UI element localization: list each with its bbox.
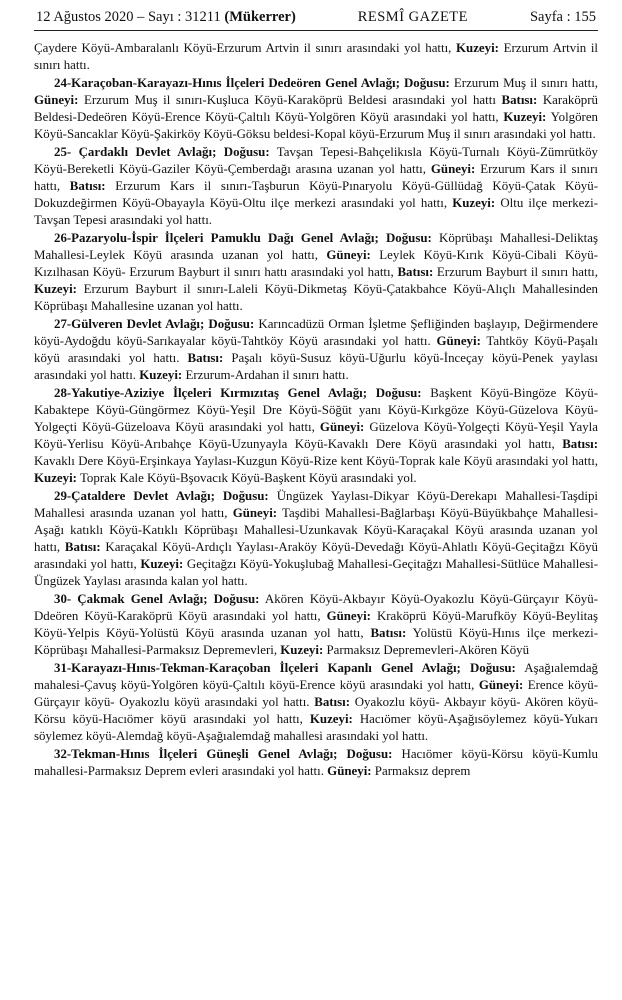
paragraph (34, 316, 598, 384)
bold-label: Güneyi: (34, 93, 79, 107)
bold-label: Kuzeyi: (34, 471, 77, 485)
paragraph (34, 591, 598, 659)
paragraph (34, 40, 598, 74)
issue-date-number: 12 Ağustos 2020 – Sayı : 31211 (36, 9, 225, 25)
bold-label: Batısı: (397, 265, 434, 279)
text-run: Hacıömer köyü-Aşağısöylemez köyü-Yukarı söylemez köyü-Alemdağ köyü-Aşağıalemdağ mahallesi arasındaki yol hattı. (34, 712, 598, 743)
bold-label: Kuzeyi: (309, 712, 353, 726)
text-run: Taşdibi Mahallesi-Bağlarbaşı Köyü-Büyükbahçe Mahallesi-Aşağı katıklı Köyü-Katıklı Köprübaşı Mahallesi-Uzunkavak Köyü-Karaçakal Köyü arasında uzanan yol hattı, (34, 506, 599, 554)
bold-label: 28-Yakutiye-Aziziye İlçeleri Kırmızıtaş Genel Avlağı; Doğusu: (54, 386, 422, 400)
text-run: Leylek Köyü-Kırık Köyü-Cibali Köyü-Kızılhasan Köyü- Erzurum Bayburt il sınırı hattı arasındaki yol hattı, (34, 248, 598, 279)
text-run: Başkent Köyü-Bingöze Köyü- Kabaktepe Köyü-Güngörmez Köyü-Yeşil Dre Köyü-Söğüt yanı Köyü-Kırkgöze Köyü-Güzelova Köyü-Yolgeçti Köyü-Güzeloava Köyü arasındaki yol hattı, (34, 386, 598, 434)
paragraph (34, 660, 598, 745)
text-run: Tahtköy Köyü-Paşalı köyü arasındaki yol hattı. (34, 334, 598, 365)
page-number: Sayfa : 155 (529, 9, 596, 25)
text-run: Oyakozlu köyü- Akbayır köyü- Akören köyü-Körsu köyü-Hacıömer köyü arasındaki yol hattı, (34, 695, 599, 726)
document-body (34, 40, 598, 780)
text-run: Çaydere Köyü-Ambaralanlı Köyü-Erzurum Artvin il sınırı arasındaki yol hattı, (34, 41, 456, 55)
bold-label: Kuzeyi: (452, 196, 496, 210)
bold-label: Kuzeyi: (139, 368, 183, 382)
bold-label: Güneyi: (326, 248, 371, 262)
issue-info (36, 8, 296, 27)
bold-label: 24-Karaçoban-Karayazı-Hınıs İlçeleri Dedeören Genel Avlağı; Doğusu: (54, 76, 450, 90)
bold-label: Kuzeyi: (456, 41, 499, 55)
bold-label: Batısı: (64, 540, 101, 554)
bold-label: 25- Çardaklı Devlet Avlağı; Doğusu: (54, 145, 270, 159)
text-run: Yolgören Köyü-Sancaklar Köyü-Şakirköy Köyü-Göksu beldesi-Kopal köyü-Erzurum Muş il sınırı arasındaki yol hattı. (34, 110, 598, 141)
bold-label: Batısı: (314, 695, 351, 709)
bold-label: Güneyi: (319, 420, 365, 434)
bold-label: Güneyi: (232, 506, 278, 520)
text-run: Aşağıalemdağ mahalesi-Çavuş köyü-Yolgören köyü-Çaltılı köyü-Erence köyü arasındaki yol hattı, (34, 661, 599, 692)
bold-label: Güneyi: (327, 764, 372, 778)
paragraph (34, 230, 598, 315)
paragraph (34, 746, 598, 780)
page-header (34, 8, 598, 31)
text-run: Köprübaşı Mahallesi-Deliktaş Mahallesi-Leylek Köyü arasında uzanan yol hattı, (34, 231, 598, 262)
bold-label: 32-Tekman-Hınıs İlçeleri Güneşli Genel Avlağı; Doğusu: (54, 747, 393, 761)
text-run: Geçitağzı Köyü-Yokuşlubağ Mahallesi-Geçitağzı Mahallesi-Sütlüce Mahallesi-Üngüzek Yaylası arasında kalan yol hattı. (34, 557, 598, 588)
text-run: Paşalı köyü-Susuz köyü-Uğurlu köyü-İnceçay köyü-Penek yaylası arasındaki yol hattı. (34, 351, 598, 382)
text-run: Karaçakal Köyü-Ardıçlı Yaylası-Araköy Köyü-Devedağı Köyü-Ahlatlı Köyü-Geçitağzı Köyü arasındaki yol hattı, (34, 540, 598, 571)
text-run: Erzurum Bayburt il sınırı-Laleli Köyü-Dikmetaş Köyü-Çatakbahce Köyü-Alıçlı Mahallesinden Köprübaşı Mahallesine uzanan yol hattı. (34, 282, 598, 313)
text-run: Karıncadüzü Orman İşletme Şefliğinden başlayıp, Değirmendere köyü-Aydoğdu köyü-Sarıkayalar köyü-Tahtköy Köyü arasındaki yol hattı. (34, 317, 598, 348)
text-run: Erzurum Artvin il sınırı hattı. (34, 41, 598, 72)
text-run: Erzurum Kars il sınırı hattı, (34, 162, 598, 193)
bold-label: Batısı: (562, 437, 598, 451)
text-run: Akören Köyü-Akbayır Köyü-Oyakozlu Köyü-Gürçayır Köyü-Ddeören Köyü-Karaköprü Köyü arasındaki yol hattı, (34, 592, 598, 623)
bold-label: 29-Çataldere Devlet Avlağı; Doğusu: (54, 489, 269, 503)
bold-label: Batısı: (501, 93, 538, 107)
text-run: Erzurum Kars il sınırı-Taşburun Köyü-Pınaryolu Köyü-Güllüdağ Köyü-Çatak Köyü-Dokuzdeğirmen Köyü-Obayayla Köyü-Oltu ilçe merkezi arasındaki yol hattı, (34, 179, 598, 210)
bold-label: 26-Pazaryolu-İspir İlçeleri Pamuklu Dağı Genel Avlağı; Doğusu: (54, 231, 432, 245)
bold-label: Güneyi: (436, 334, 481, 348)
text-run: Kraköprü Köyü-Marufköy Köyü-Beylitaş Köyü-Yelpis Köyü-Yolüstü Köyü arasında uzanan yol hattı, (34, 609, 598, 640)
text-run: Üngüzek Yaylası-Dikyar Köyü-Derekapı Mahallesi-Taşdipi Mahallesi arasında uzanan yol hattı, (34, 489, 598, 520)
text-run: Erence köyü-Gürçayır köyü- Oyakozlu köyü arasındaki yol hattı. (34, 678, 598, 709)
bold-label: 31-Karayazı-Hınıs-Tekman-Karaçoban İlçeleri Kapanlı Genel Avlağı; Doğusu: (54, 661, 516, 675)
bold-label: Kuzeyi: (140, 557, 184, 571)
bold-label: Kuzeyi: (280, 643, 324, 657)
text-run: Tavşan Tepesi-Bahçelikısla Köyü-Turnalı Köyü-Zümrütköy Köyü-Bereketli Köyü-Gaziler Köyü-Çemberdağı arasına uzanan yol hattı, (34, 145, 598, 176)
text-run: Parmaksız Depremevleri-Akören Köyü (323, 643, 530, 657)
text-run: Oltu ilçe merkezi-Tavşan Tepesi arasındaki yol hattı. (34, 196, 598, 227)
text-run: Kavaklı Dere Köyü-Erşinkaya Yaylası-Kuzgun Köyü-Rize kent Köyü-Toprak kale Köyü arasındaki yol hattı, (34, 454, 598, 468)
bold-label: 30- Çakmak Genel Avlağı; Doğusu: (54, 592, 260, 606)
bold-label: Güneyi: (326, 609, 371, 623)
paragraph (34, 144, 598, 229)
text-run: Yolüstü Köyü-Hınıs ilçe merkezi-Köprübaşı Mahallesi-Parmaksız Depremevleri, (34, 626, 598, 657)
bold-label: Batısı: (370, 626, 407, 640)
bold-label: Kuzeyi: (34, 282, 77, 296)
bold-label: Güneyi: (430, 162, 476, 176)
paragraph (34, 488, 598, 590)
text-run: Toprak Kale Köyü-Bşovacık Köyü-Başkent Köyü arasındaki yol. (76, 471, 417, 485)
text-run: Güzelova Köyü-Yolgeçti Köyü-Yeşil Yayla Köyü-Yerlisu Köyü-Arıbahçe Köyü-Uzunyayla Köyü-Kavaklı Dere Köyü arasındaki yol hattı, (34, 420, 598, 451)
text-run: Karaköprü Beldesi-Dedeören Köyü-Erence Köyü-Çaltılı Köyü-Yolgören Köyü arasındaki yol hattı, (34, 93, 598, 124)
text-run: Parmaksız deprem (371, 764, 471, 778)
paragraph (34, 75, 598, 143)
text-run: Hacıömer köyü-Körsu köyü-Kumlu mahallesi-Parmaksız Deprem evleri arasındaki yol hattı. (34, 747, 598, 778)
bold-label: 27-Gülveren Devlet Avlağı; Doğusu: (54, 317, 255, 331)
text-run: Erzurum-Ardahan il sınırı hattı. (182, 368, 349, 382)
bold-label: Batısı: (69, 179, 106, 193)
paragraph (34, 385, 598, 487)
bold-label: Kuzeyi: (503, 110, 547, 124)
special-issue-label: (Mükerrer) (224, 9, 296, 25)
text-run: Erzurum Muş il sınırı-Kuşluca Köyü-Karaköprü Beldesi arasındaki yol hattı (78, 93, 502, 107)
text-run: Erzurum Bayburt il sınırı hattı, (433, 265, 598, 279)
text-run: Erzurum Muş il sınırı hattı, (449, 76, 599, 90)
gazette-title: RESMÎ GAZETE (357, 9, 469, 25)
bold-label: Güneyi: (478, 678, 524, 692)
bold-label: Batısı: (187, 351, 224, 365)
